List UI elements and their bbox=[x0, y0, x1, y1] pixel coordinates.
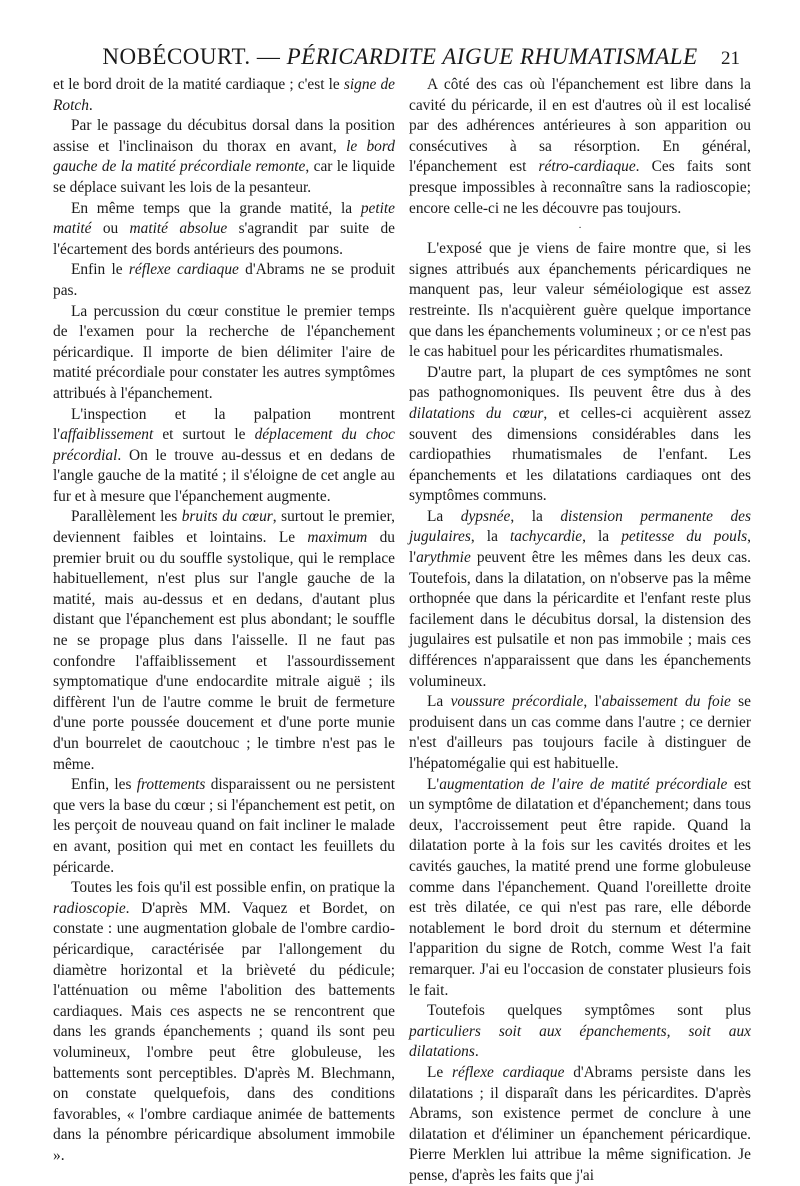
paragraph: La percussion du cœur constitue le premier temps de l'examen pour la recherche de l'épanchement péricardique. Il importe de bien délimiter l'aire de matité précordiale pour constater les autres symptômes attribués à l'épanchement. bbox=[53, 302, 395, 402]
paragraph: L'exposé que je viens de faire montre que, si les signes attribués aux épanchements péricardiques ne manquent pas, leur valeur séméiologique est assez restreinte. Ils n'acquièrent guère quelque importance que dans les épanchements volumineux ; or ce n'est pas le cas habituel pour les péricardites rhumatismales. bbox=[409, 240, 751, 361]
paragraph: D'autre part, la plupart de ces symptômes ne sont pas pathognomoniques. Ils peuvent être dus à des dilatations du cœur, et celles-ci acquièrent assez souvent des dimensions considérables dans les cardiopathies rhumatismales de l'enfant. Les épanchements et les dilatations cardiaques ont des symptômes communs. bbox=[409, 363, 751, 505]
paragraph: Enfin le réflexe cardiaque d'Abrams ne se produit pas. bbox=[53, 261, 395, 299]
paragraph: L'augmentation de l'aire de matité précordiale est un symptôme de dilatation et d'épanchement; dans tous deux, l'accroissement peut être rapide. Quand la dilatation porte à la fois sur les cavités droites et les cavités gauches, la matité prend une forme globuleuse comme dans l'épanchement. Quand l'oreillette droite est très dilatée, ce qui n'est pas rare, elle déborde notablement le bord droit du sternum et détermine l'apparition du signe de Rotch, comme West l'a fait remarquer. J'ai eu l'occasion de constater plusieurs fois le fait. bbox=[409, 775, 751, 999]
title-subject: PÉRICARDITE AIGUE RHUMATISMALE bbox=[286, 44, 698, 69]
paragraph: L'inspection et la palpation montrent l'affaiblissement et surtout le déplacement du choc précordial. On le trouve au-dessus et en dedans de l'angle gauche de la matité ; il s'éloigne de cet angle au fur et à mesure que l'épanchement augmente. bbox=[53, 405, 395, 505]
title-author: NOBÉCOURT. — bbox=[102, 44, 287, 69]
paragraph: Toutes les fois qu'il est possible enfin, on pratique la radioscopie. D'après MM. Vaquez et Bordet, on constate : une augmentation globale de l'ombre cardio-péricardique, caractérisée par l'allongement du diamètre horizontal et la brièveté du pédicule; l'atténuation ou même l'abolition des battements cardiaques. Mais ces aspects ne se rencontrent que dans les grands épanchements ; quand ils sont peu volumineux, l'ombre peut être globuleuse, les battements sont perceptibles. D'après M. Blechmann, on constate quelquefois, dans des conditions favorables, « l'ombre cardiaque animée de battements dans la pénombre péricardique absolument immobile ». bbox=[53, 879, 395, 1164]
running-title bbox=[60, 44, 740, 70]
page-number: 21 bbox=[721, 48, 740, 69]
right-column bbox=[409, 75, 751, 1186]
section-break: · bbox=[578, 223, 582, 235]
paragraph: Parallèlement les bruits du cœur, surtout le premier, deviennent faibles et lointains. Le maximum du premier bruit ou du souffle systolique, qui le remplace habituellement, n'est plus sur l'angle gauche de la matité, mais au-dessus et en dedans, d'autant plus distant que l'épanchement est plus abondant; le souffle ne se propage plus dans l'aisselle. Il ne faut pas confondre l'affaiblissement et l'assourdissement symptomatique d'une endocardite mitrale aiguë ; ils diffèrent l'un de l'autre comme le bruit de fermeture d'une porte poussée doucement et d'une porte munie d'un bourrelet de caoutchouc ; le timbre n'est pas le même. bbox=[53, 508, 395, 773]
running-header bbox=[60, 44, 740, 74]
paragraph: En même temps que la grande matité, la petite matité ou matité absolue s'agrandit par suite de l'écartement des bords antérieurs des poumons. bbox=[53, 199, 395, 258]
paragraph: Le réflexe cardiaque d'Abrams persiste dans les dilatations ; il disparaît dans les péricardites. D'après Abrams, son existence permet de conclure à une dilatation et d'éliminer un épanchement péricardique. Pierre Merklen lui attribue la même signification. Je pense, d'après les faits que j'ai bbox=[409, 1063, 751, 1184]
left-column bbox=[53, 75, 395, 1166]
paragraph: Par le passage du décubitus dorsal dans la position assise et l'inclinaison du thorax en avant, le bord gauche de la matité précordiale remonte, car le liquide se déplace suivant les lois de la pesanteur. bbox=[53, 117, 396, 196]
paragraph: et le bord droit de la matité cardiaque ; c'est le signe de Rotch. bbox=[53, 76, 395, 114]
paragraph: La dypsnée, la distension permanente des jugulaires, la tachycardie, la petitesse du pouls, l'arythmie peuvent être les mêmes dans les deux cas. Toutefois, dans la dilatation, on n'observe pas la même orthopnée que dans la péricardite et l'enfant reste plus facilement dans le décubitus dorsal, la distension des jugulaires est pulsatile et non pas immobile ; mais ces différences n'apparaissent que dans les épanchements volumineux. bbox=[409, 507, 751, 690]
paragraph: La voussure précordiale, l'abaissement du foie se produisent dans un cas comme dans l'autre ; ce dernier n'est d'ailleurs pas toujours facile à distinguer de l'hépatomégalie qui est habituelle. bbox=[409, 693, 751, 772]
paragraph: Toutefois quelques symptômes sont plus particuliers soit aux épanchements, soit aux dilatations. bbox=[409, 1002, 751, 1061]
paragraph: A côté des cas où l'épanchement est libre dans la cavité du péricarde, il en est d'autres où il est localisé par des adhérences antérieures à son apparition ou consécutives à sa résorption. En général, l'épanchement est rétro-cardiaque. Ces faits sont presque impossibles à reconnaître sans la radioscopie; encore celle-ci ne les découvre pas toujours. bbox=[409, 76, 751, 217]
paragraph: Enfin, les frottements disparaissent ou ne persistent que vers la base du cœur ; si l'épanchement est petit, on les perçoit de nouveau quand on fait incliner le malade en avant, position qui met en contact les feuillets du péricarde. bbox=[53, 776, 395, 876]
